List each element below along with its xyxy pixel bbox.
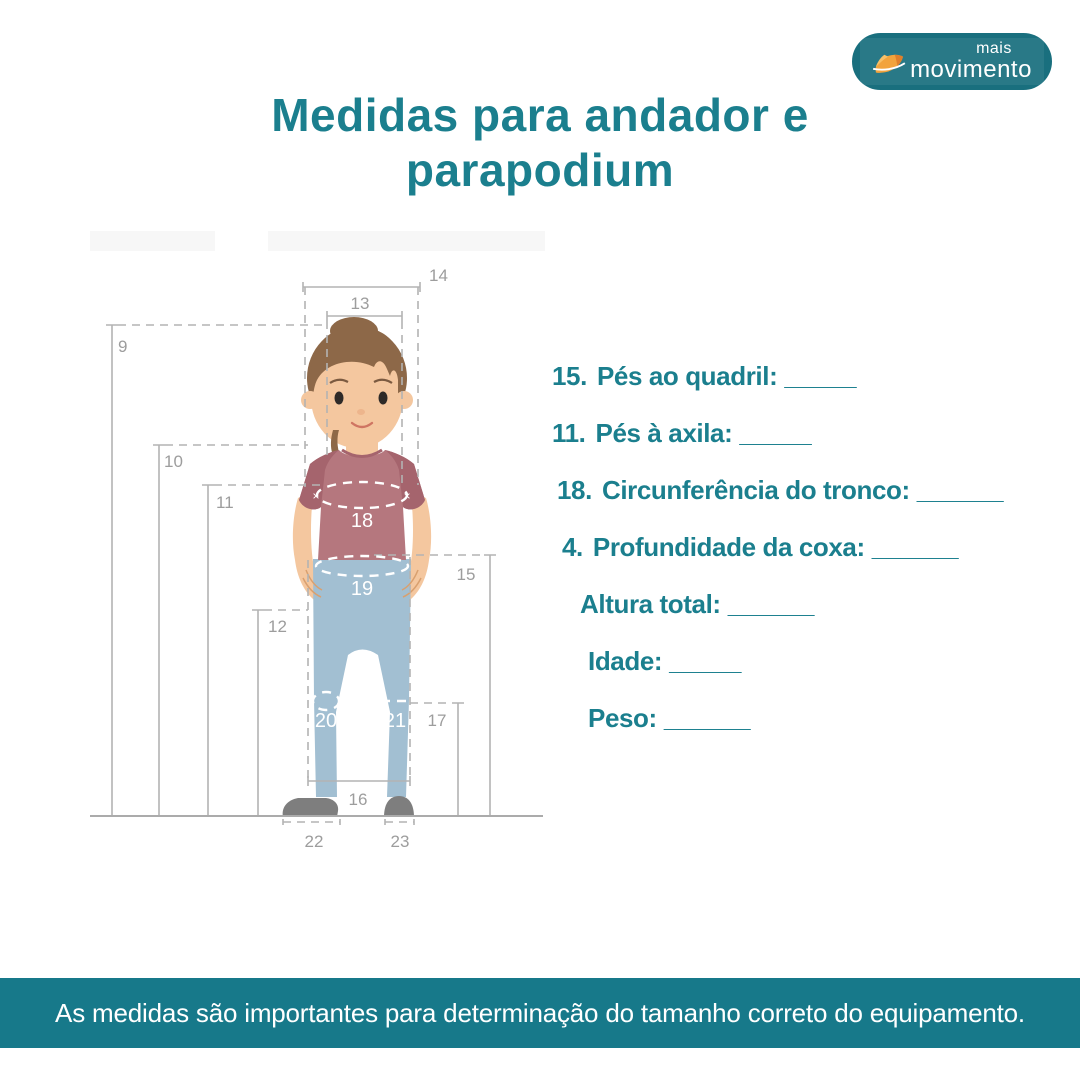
label-21: 21	[383, 710, 407, 732]
footer-band	[0, 978, 1080, 1048]
label-17: 17	[427, 711, 447, 730]
logo-word-movimento: movimento	[910, 56, 1032, 83]
measurement-diagram-svg	[85, 228, 555, 860]
item-label: Altura total:	[580, 589, 721, 619]
item-label: Pés à axila:	[595, 418, 733, 448]
item-number: 11.	[552, 418, 586, 448]
item-label: Profundidade da coxa:	[592, 532, 865, 562]
height-line-15	[484, 555, 496, 816]
item-number: 18.	[557, 475, 592, 505]
label-13: 13	[350, 294, 370, 313]
label-18: 18	[350, 510, 374, 532]
right-eye	[379, 392, 388, 405]
label-14: 14	[429, 266, 448, 285]
item-blank-line: ______	[727, 589, 815, 619]
label-16: 16	[348, 790, 368, 809]
faint-header-strips	[90, 231, 545, 251]
label-20: 20	[314, 710, 338, 732]
item-blank-line: ______	[663, 703, 751, 733]
form-item-peso	[552, 690, 1004, 747]
label-15: 15	[456, 565, 476, 584]
width-line-14	[303, 282, 420, 292]
logo-content	[872, 41, 1032, 82]
logo-text	[910, 41, 1032, 82]
label-23: 23	[390, 832, 410, 851]
height-line-9	[106, 325, 118, 816]
form-item-pes-a-axila	[552, 405, 1004, 462]
ellipse-x-left: ×	[312, 489, 320, 503]
form-item-circunferencia-tronco	[552, 462, 1004, 519]
footer-note: As medidas são importantes para determinação do tamanho correto do equipamento.	[55, 997, 1025, 1028]
form-item-pes-ao-quadril	[552, 348, 1004, 405]
item-number: 4.	[562, 532, 583, 562]
right-ear	[395, 391, 413, 409]
label-9: 9	[118, 337, 128, 356]
form-item-idade	[552, 633, 1004, 690]
item-blank-line: _____	[784, 361, 857, 391]
nose	[357, 409, 365, 415]
page-title-line2: parapodium	[405, 144, 675, 196]
left-shoe	[283, 798, 339, 817]
page-title	[0, 88, 1080, 198]
item-label: Circunferência do tronco:	[601, 475, 910, 505]
item-blank-line: _____	[739, 418, 812, 448]
label-10: 10	[164, 452, 183, 471]
left-eye	[335, 392, 344, 405]
height-line-17	[452, 703, 464, 816]
item-number: 15.	[552, 361, 587, 391]
label-19: 19	[350, 578, 374, 600]
logo-word-mais: mais	[976, 40, 1012, 57]
label-12: 12	[268, 617, 287, 636]
form-item-profundidade-coxa	[552, 519, 1004, 576]
leaf-icon	[872, 52, 906, 80]
item-label: Pés ao quadril:	[596, 361, 778, 391]
ellipse-x-right: ×	[403, 489, 411, 503]
left-ear	[301, 391, 319, 409]
height-line-11	[202, 485, 214, 816]
item-blank-line: ______	[916, 475, 1004, 505]
item-label: Peso:	[588, 703, 657, 733]
label-11: 11	[216, 493, 234, 512]
form-item-altura-total	[552, 576, 1004, 633]
height-line-12	[252, 610, 264, 816]
measurement-diagram	[85, 228, 555, 860]
measurement-form	[552, 348, 1004, 747]
height-line-10	[153, 445, 165, 816]
brand-logo	[852, 33, 1052, 90]
item-label: Idade:	[588, 646, 663, 676]
right-shoe	[384, 796, 414, 817]
item-blank-line: _____	[669, 646, 742, 676]
page-title-line1: Medidas para andador e	[271, 89, 809, 141]
item-blank-line: ______	[871, 532, 959, 562]
label-22: 22	[304, 832, 324, 851]
